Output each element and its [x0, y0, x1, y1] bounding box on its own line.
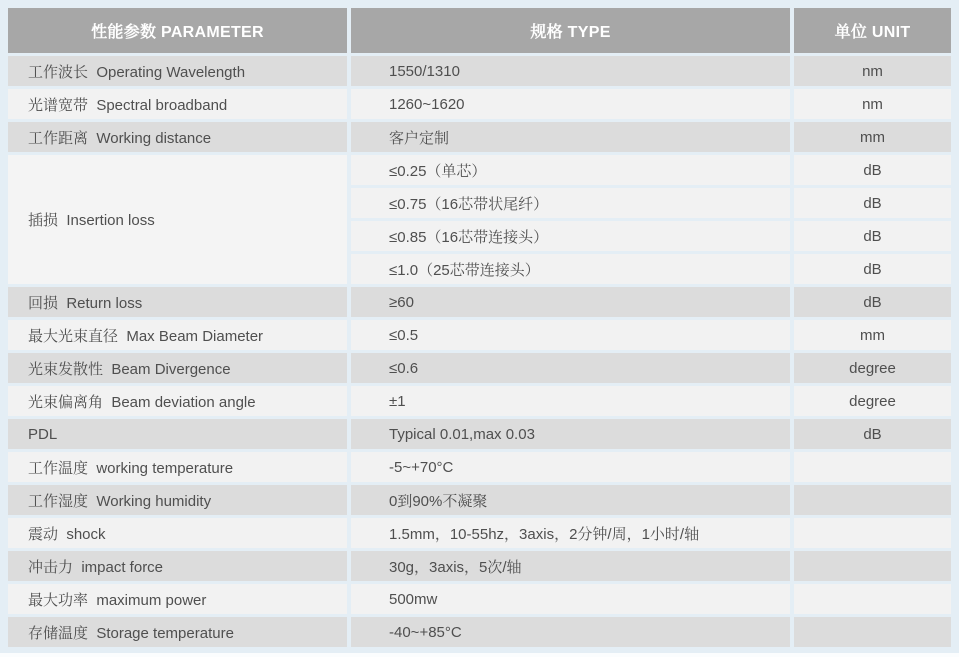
- type-cell: Typical 0.01,max 0.03: [351, 419, 790, 449]
- table-row: [8, 89, 951, 119]
- param-cell: 光束偏离角 Beam deviation angle: [8, 386, 347, 416]
- unit-cell: degree: [794, 353, 951, 383]
- param-cell: 冲击力 impact force: [8, 551, 347, 581]
- type-cell: ≥60: [351, 287, 790, 317]
- unit-cell: mm: [794, 320, 951, 350]
- table-row: [8, 452, 951, 482]
- unit-cell: dB: [794, 254, 951, 284]
- type-cell: ≤0.5: [351, 320, 790, 350]
- param-cell: 震动 shock: [8, 518, 347, 548]
- unit-cell: [794, 485, 951, 515]
- param-cell: 存储温度 Storage temperature: [8, 617, 347, 647]
- table-row: [8, 122, 951, 152]
- type-cell: ≤0.85（16芯带连接头）: [351, 221, 790, 251]
- table-header-row: [8, 8, 951, 53]
- unit-cell: dB: [794, 419, 951, 449]
- header-parameter: 性能参数 PARAMETER: [8, 8, 347, 53]
- type-cell: ≤0.6: [351, 353, 790, 383]
- table-row: [8, 518, 951, 548]
- param-cell: PDL: [8, 419, 347, 449]
- table-row: [8, 419, 951, 449]
- param-cell: 工作湿度 Working humidity: [8, 485, 347, 515]
- header-unit: 单位 UNIT: [794, 8, 951, 53]
- table-row: [8, 485, 951, 515]
- type-cell: ≤0.25（单芯）: [351, 155, 790, 185]
- type-cell: -5~+70°C: [351, 452, 790, 482]
- table-row: [8, 353, 951, 383]
- type-cell: 客户定制: [351, 122, 790, 152]
- type-cell: 0到90%不凝聚: [351, 485, 790, 515]
- unit-cell: dB: [794, 155, 951, 185]
- unit-cell: dB: [794, 221, 951, 251]
- table-row: [8, 617, 951, 647]
- type-cell: 1260~1620: [351, 89, 790, 119]
- table-row: [8, 287, 951, 317]
- param-cell: 工作波长 Operating Wavelength: [8, 56, 347, 86]
- unit-cell: [794, 518, 951, 548]
- unit-cell: mm: [794, 122, 951, 152]
- unit-cell: [794, 584, 951, 614]
- param-cell: 工作温度 working temperature: [8, 452, 347, 482]
- unit-cell: degree: [794, 386, 951, 416]
- unit-cell: nm: [794, 56, 951, 86]
- type-cell: 1550/1310: [351, 56, 790, 86]
- table-row: [8, 155, 951, 185]
- table-row: [8, 56, 951, 86]
- type-cell: ≤1.0（25芯带连接头）: [351, 254, 790, 284]
- unit-cell: [794, 452, 951, 482]
- type-cell: 500mw: [351, 584, 790, 614]
- unit-cell: [794, 551, 951, 581]
- type-cell: -40~+85°C: [351, 617, 790, 647]
- param-cell: 最大功率 maximum power: [8, 584, 347, 614]
- type-cell: ±1: [351, 386, 790, 416]
- table-row: [8, 320, 951, 350]
- spec-table: [4, 5, 955, 650]
- table-row: [8, 386, 951, 416]
- table-row: [8, 551, 951, 581]
- param-cell: 工作距离 Working distance: [8, 122, 347, 152]
- param-cell-insertion-loss: 插损 Insertion loss: [8, 155, 347, 284]
- table-row: [8, 584, 951, 614]
- unit-cell: [794, 617, 951, 647]
- type-cell: 30g，3axis，5次/轴: [351, 551, 790, 581]
- type-cell: ≤0.75（16芯带状尾纤）: [351, 188, 790, 218]
- param-cell: 回损 Return loss: [8, 287, 347, 317]
- unit-cell: dB: [794, 287, 951, 317]
- param-cell: 光束发散性 Beam Divergence: [8, 353, 347, 383]
- type-cell: 1.5mm，10-55hz，3axis，2分钟/周，1小时/轴: [351, 518, 790, 548]
- page-bottom-strip: [0, 653, 959, 657]
- param-cell: 光谱宽带 Spectral broadband: [8, 89, 347, 119]
- unit-cell: dB: [794, 188, 951, 218]
- unit-cell: nm: [794, 89, 951, 119]
- header-type: 规格 TYPE: [351, 8, 790, 53]
- param-cell: 最大光束直径 Max Beam Diameter: [8, 320, 347, 350]
